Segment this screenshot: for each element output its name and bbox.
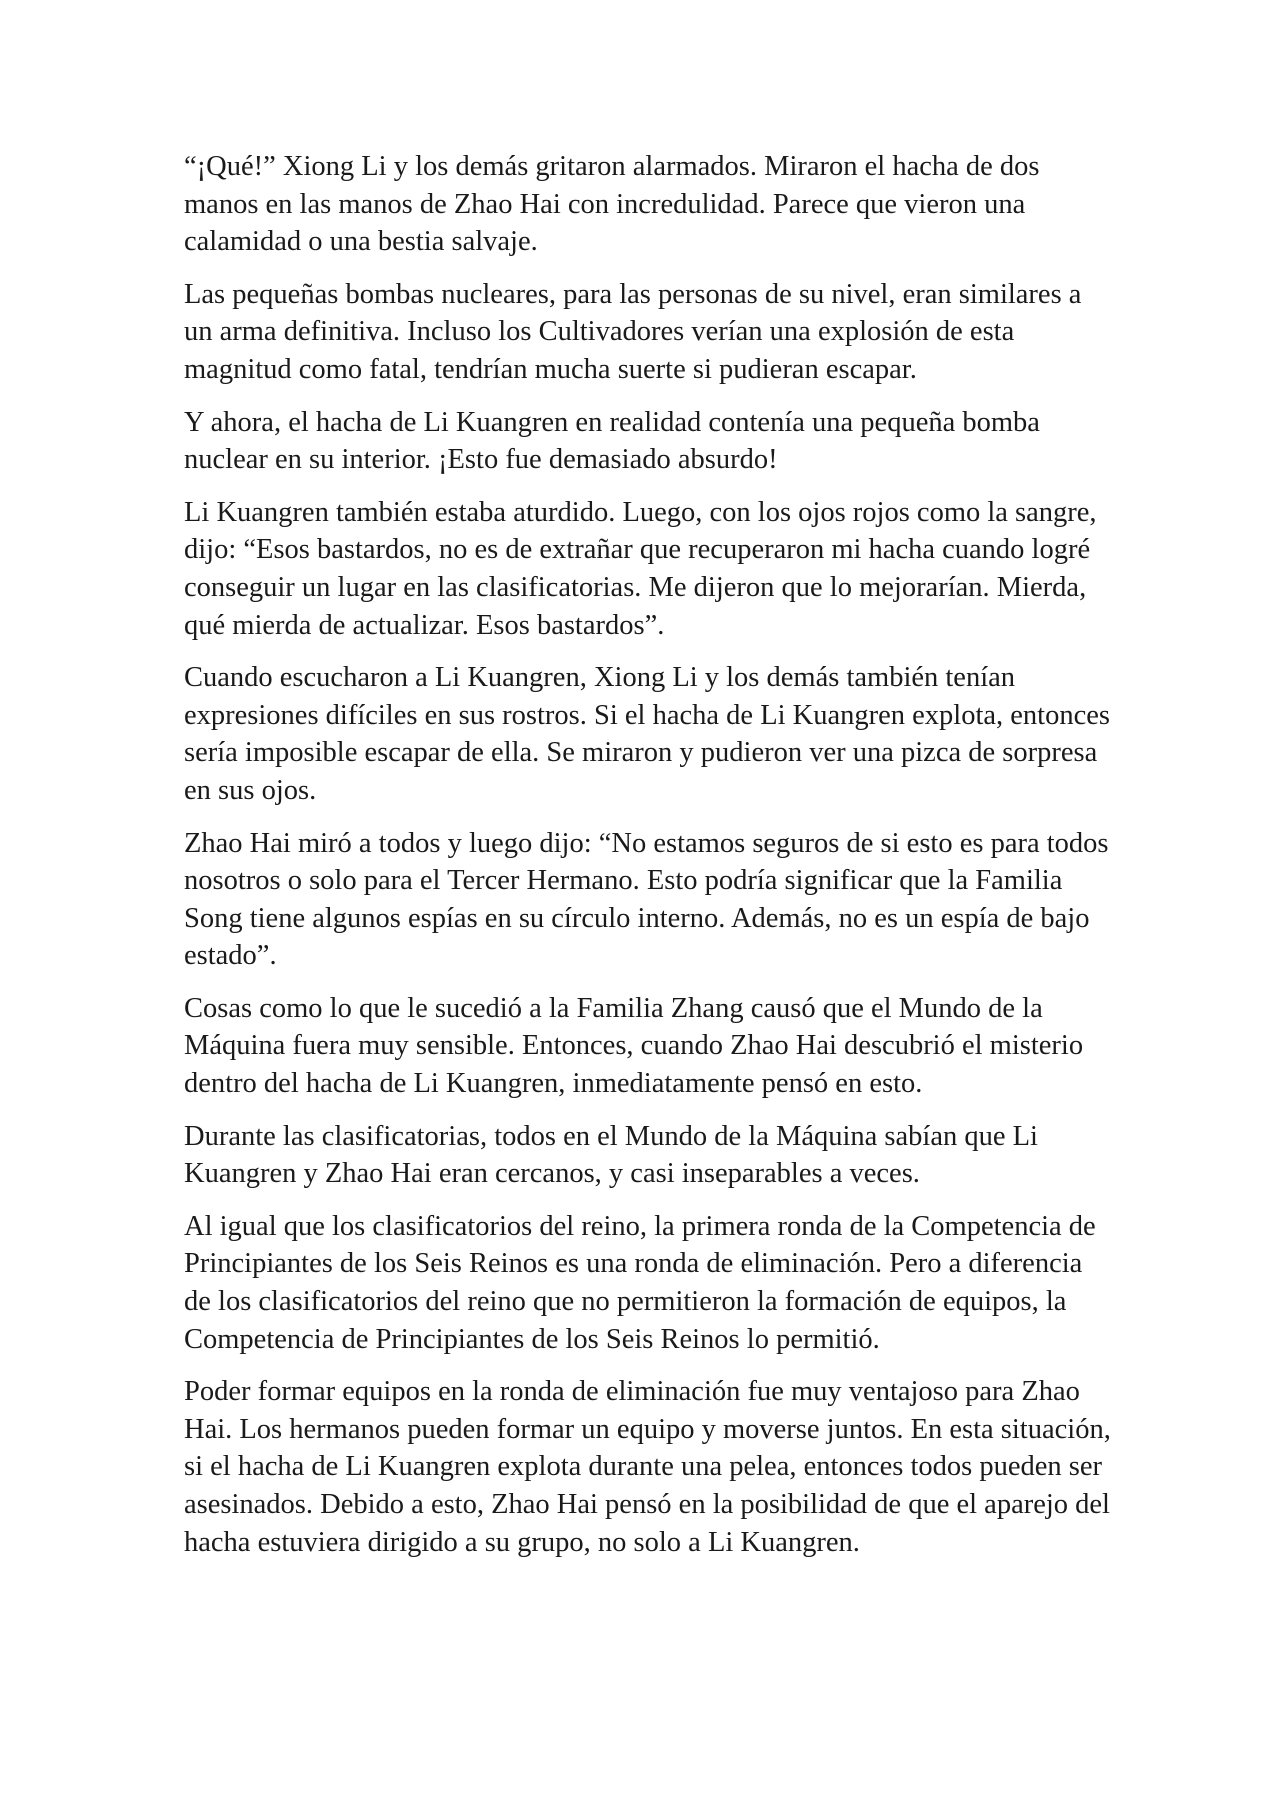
paragraph: Y ahora, el hacha de Li Kuangren en realidad contenía una pequeña bomba nuclear en su interior. ¡Esto fue demasiado absurdo!	[184, 406, 1040, 476]
paragraph: Zhao Hai miró a todos y luego dijo: “No estamos seguros de si esto es para todos nosotros o solo para el Tercer Hermano. Esto podría significar que la Familia Song tiene algunos espías en su círculo interno. Además, no es un espía de bajo estado”.	[184, 827, 1109, 972]
document-body	[184, 148, 1114, 1576]
paragraph: “¡Qué!” Xiong Li y los demás gritaron alarmados. Miraron el hacha de dos manos en las manos de Zhao Hai con incredulidad. Parece que vieron una calamidad o una bestia salvaje.	[184, 151, 1040, 258]
paragraph: Poder formar equipos en la ronda de eliminación fue muy ventajoso para Zhao Hai. Los hermanos pueden formar un equipo y moverse juntos. En esta situación, si el hacha de Li Kuangren explota durante una pelea, entonces todos pueden ser asesinados. Debido a esto, Zhao Hai pensó en la posibilidad de que el aparejo del hacha estuviera dirigido a su grupo, no solo a Li Kuangren.	[184, 1376, 1111, 1558]
paragraph: Durante las clasificatorias, todos en el Mundo de la Máquina sabían que Li Kuangren y Zhao Hai eran cercanos, y casi inseparables a veces.	[184, 1120, 1038, 1190]
paragraph: Al igual que los clasificatorios del reino, la primera ronda de la Competencia de Principiantes de los Seis Reinos es una ronda de eliminación. Pero a diferencia de los clasificatorios del reino que no permitieron la formación de equipos, la Competencia de Principiantes de los Seis Reinos lo permitió.	[184, 1210, 1096, 1355]
paragraph: Cuando escucharon a Li Kuangren, Xiong Li y los demás también tenían expresiones difíciles en sus rostros. Si el hacha de Li Kuangren explota, entonces sería imposible escapar de ella. Se miraron y pudieron ver una pizca de sorpresa en sus ojos.	[184, 662, 1110, 806]
paragraph: Cosas como lo que le sucedió a la Familia Zhang causó que el Mundo de la Máquina fuera muy sensible. Entonces, cuando Zhao Hai descubrió el misterio dentro del hacha de Li Kuangren, inmediatamente pensó en esto.	[184, 992, 1084, 1100]
paragraph: Las pequeñas bombas nucleares, para las personas de su nivel, eran similares a un arma definitiva. Incluso los Cultivadores verían una explosión de esta magnitud como fatal, tendrían mucha suerte si pudieran escapar.	[184, 278, 1082, 385]
paragraph: Li Kuangren también estaba aturdido. Luego, con los ojos rojos como la sangre, dijo: “Esos bastardos, no es de extrañar que recuperaron mi hacha cuando logré conseguir un lugar en las clasificatorias. Me dijeron que lo mejorarían. Mierda, qué mierda de actualizar. Esos bastardos”.	[184, 496, 1097, 641]
